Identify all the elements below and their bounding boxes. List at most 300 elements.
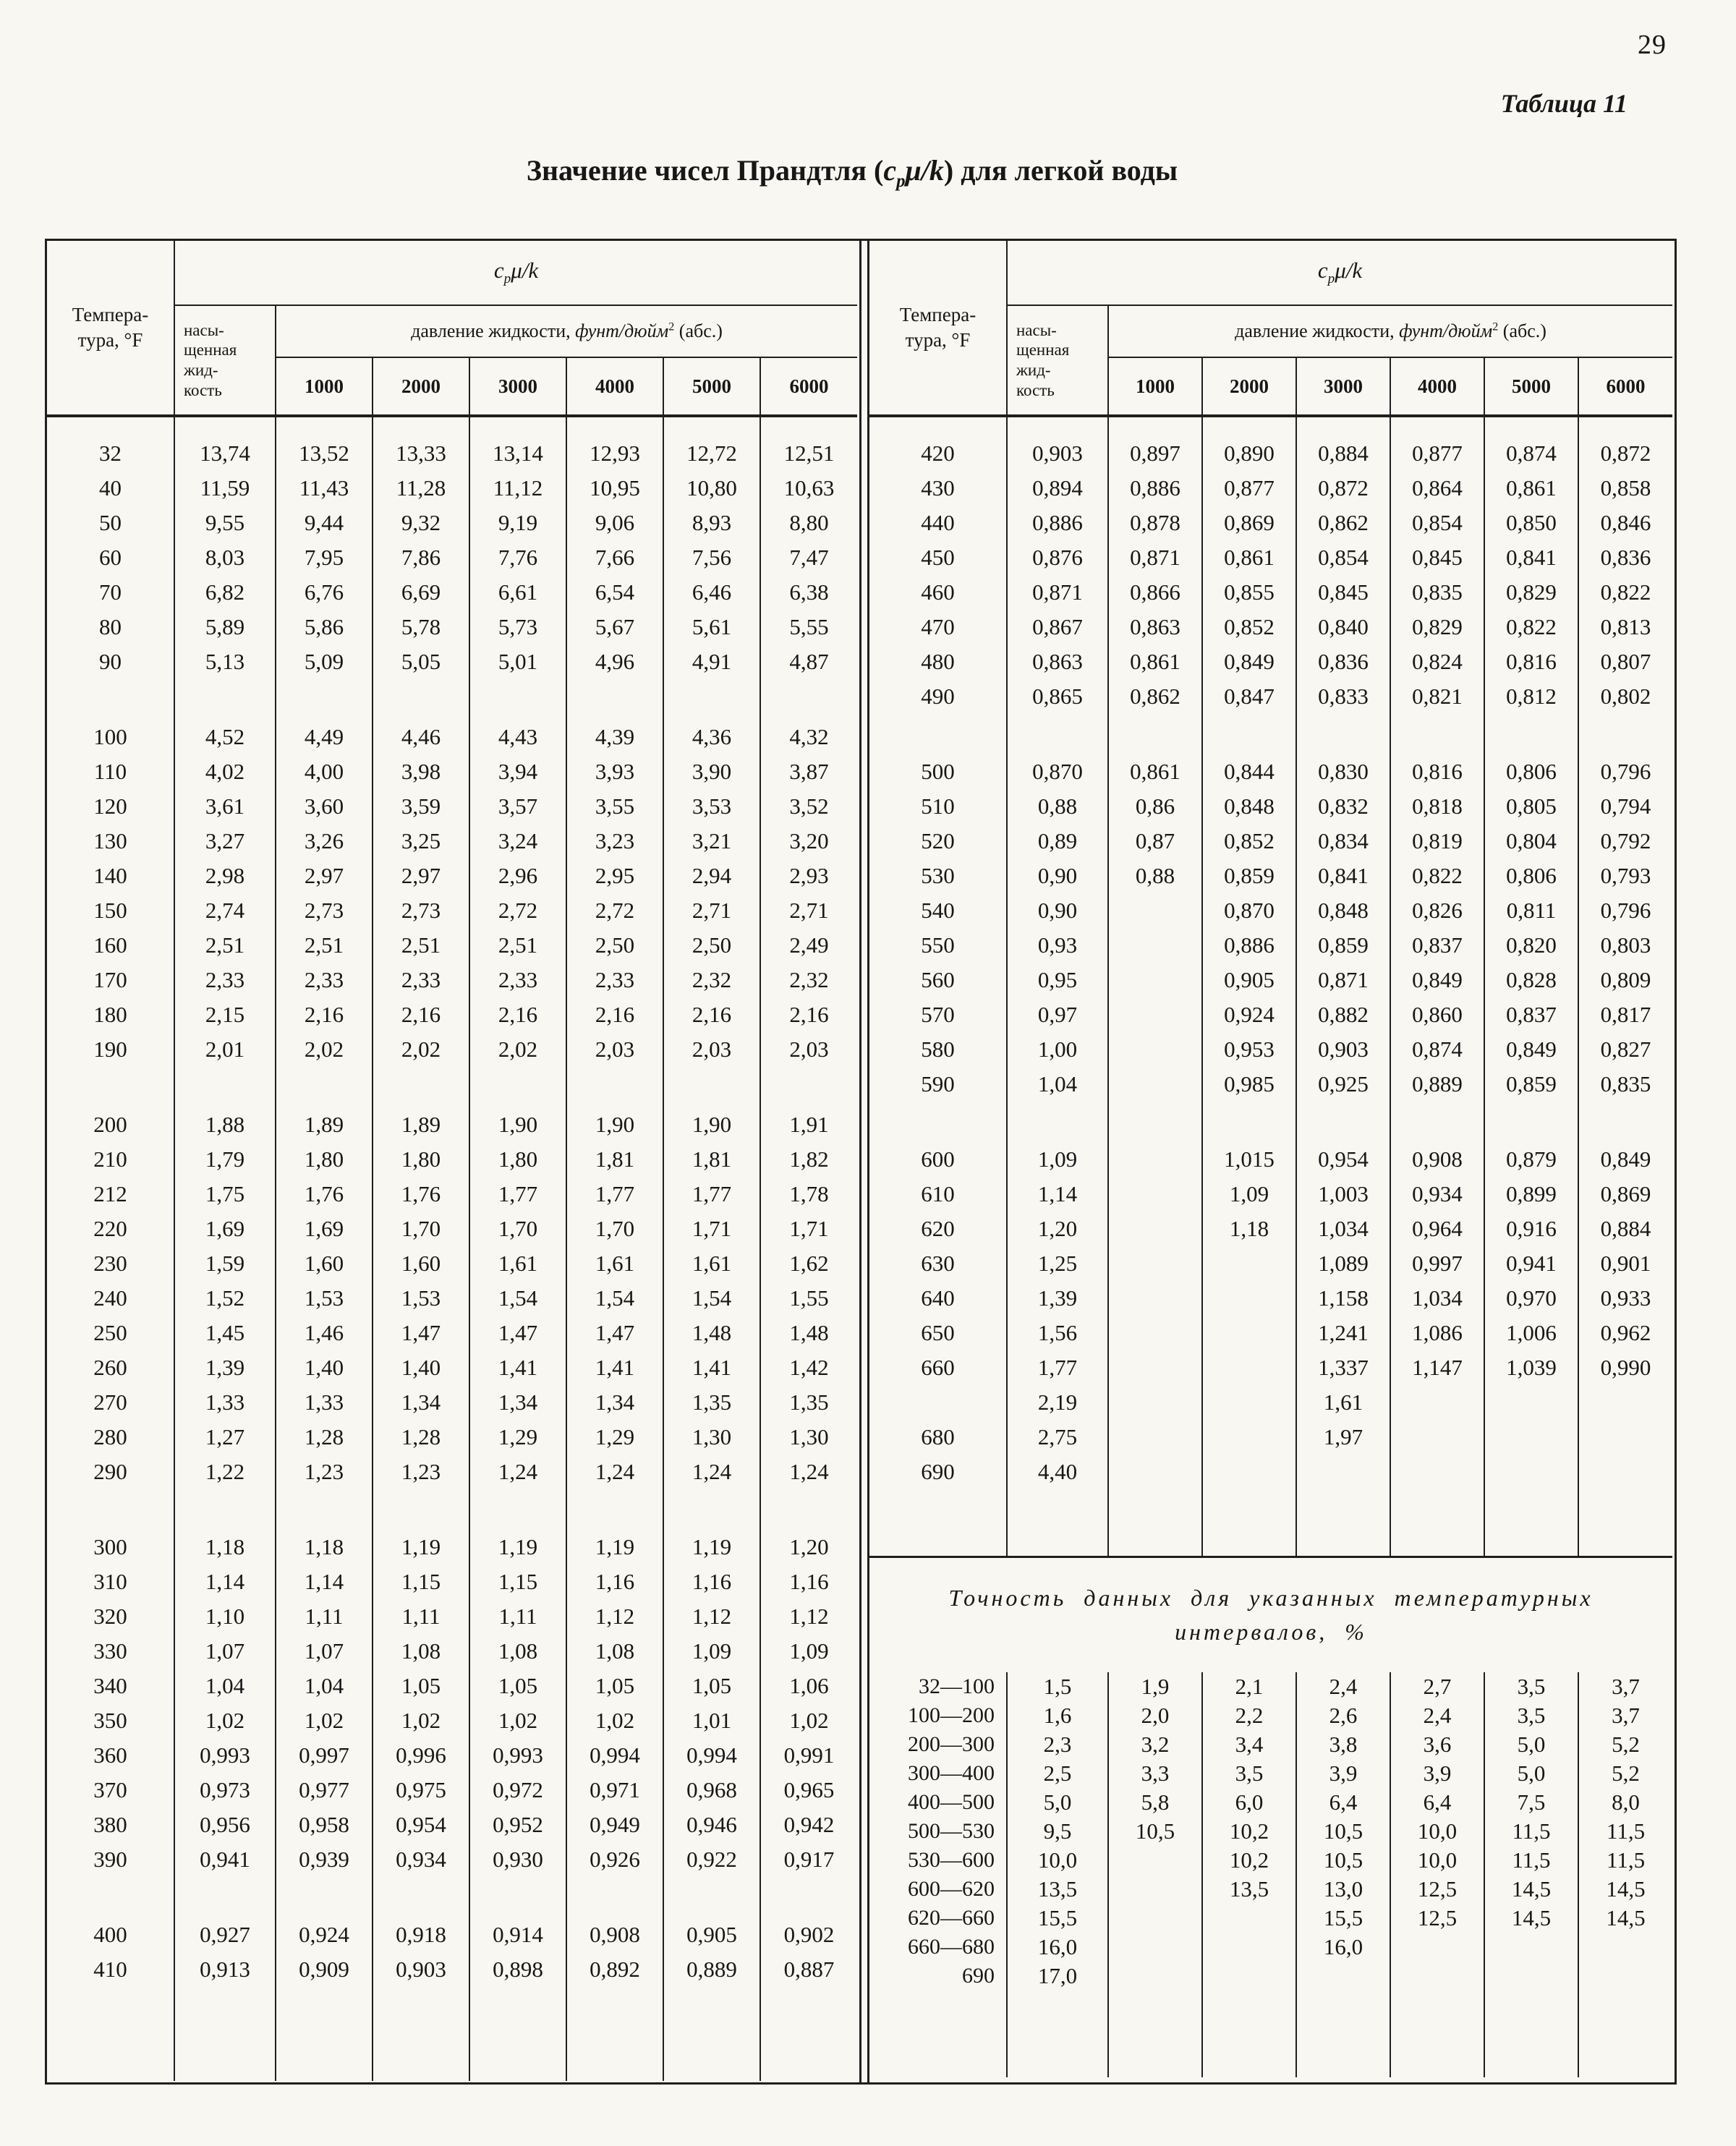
value-cell: 0,863 [1007,644,1108,679]
value-cell: 7,76 [469,540,566,575]
value-cell: 0,858 [1578,471,1672,506]
table-row [47,1350,857,1385]
value-cell [276,1067,373,1107]
value-cell: 1,70 [373,1212,469,1246]
group-spacer-row [47,1489,857,1530]
value-cell: 0,892 [566,1952,663,1987]
row-label-cell: 500—530 [869,1817,1007,1846]
value-cell: 1,18 [1202,1212,1296,1246]
value-cell: 1,02 [566,1703,663,1738]
value-cell: 0,879 [1484,1142,1578,1177]
value-cell [276,416,373,436]
table-row [47,1142,857,1177]
value-cell: 0,874 [1484,436,1578,471]
row-label-cell: 212 [47,1177,174,1212]
value-cell: 4,46 [373,720,469,754]
value-cell: 2,96 [469,859,566,893]
row-label-cell: 32 [47,436,174,471]
value-cell: 3,24 [469,824,566,859]
value-cell: 1,55 [760,1281,857,1316]
value-cell: 0,88 [1007,789,1108,824]
value-cell: 1,14 [1007,1177,1108,1212]
table-row [869,436,1672,471]
row-label-cell: 350 [47,1703,174,1738]
row-label-cell: 640 [869,1281,1007,1316]
value-cell [1108,1102,1202,1142]
value-cell: 4,49 [276,720,373,754]
value-cell [760,1489,857,1530]
value-cell: 0,876 [1007,540,1108,575]
pressure-abs: (абс.) [674,320,723,341]
table-row [869,1067,1672,1102]
value-cell: 4,43 [469,720,566,754]
value-cell: 0,95 [1007,963,1108,997]
value-cell: 0,864 [1390,471,1484,506]
value-cell: 0,993 [174,1738,276,1773]
value-cell: 0,933 [1578,1281,1672,1316]
value-cell [1202,1904,1296,1933]
value-cell: 9,5 [1007,1817,1108,1846]
temp-header-line2: тура, °F [77,329,143,351]
value-cell [1390,1962,1484,1990]
value-cell: 13,5 [1202,1875,1296,1904]
value-cell: 3,8 [1296,1730,1390,1759]
row-label-cell: 560 [869,963,1007,997]
row-label-cell: 600 [869,1142,1007,1177]
accuracy-title-line1: Точность данных для указанных температурных [948,1584,1594,1611]
value-cell: 1,53 [276,1281,373,1316]
value-cell: 0,848 [1296,893,1390,928]
row-label-cell: 80 [47,610,174,644]
value-cell: 0,958 [276,1808,373,1842]
value-cell: 7,5 [1484,1788,1578,1817]
value-cell: 0,806 [1484,754,1578,789]
row-label-cell: 460 [869,575,1007,610]
value-cell: 1,35 [760,1385,857,1420]
value-cell: 1,61 [469,1246,566,1281]
value-cell: 3,27 [174,824,276,859]
sat-line-3: жид- [1016,361,1051,379]
value-cell: 1,16 [663,1564,760,1599]
pressure-6000-header: 6000 [760,357,857,416]
row-label-cell: 530—600 [869,1846,1007,1875]
value-cell: 0,86 [1108,789,1202,824]
row-label-cell: 410 [47,1952,174,1987]
value-cell: 4,87 [760,644,857,679]
row-label-cell: 450 [869,540,1007,575]
value-cell: 2,16 [373,997,469,1032]
value-cell: 3,5 [1202,1759,1296,1788]
value-cell: 0,918 [373,1917,469,1952]
value-cell: 0,821 [1390,679,1484,714]
value-cell: 0,903 [1007,436,1108,471]
table-row [47,1455,857,1489]
row-label-cell: 150 [47,893,174,928]
value-cell: 0,884 [1296,436,1390,471]
pressure-unit: фунт/дюйм [575,320,669,341]
value-cell: 5,05 [373,644,469,679]
value-cell: 2,16 [760,997,857,1032]
pressure-label: давление жидкости, [411,320,576,341]
value-cell: 5,09 [276,644,373,679]
value-cell [1578,1990,1672,2077]
row-label-cell [869,1990,1007,2077]
table-row [47,754,857,789]
value-cell: 1,09 [1202,1177,1296,1212]
cpk-sub: p [503,271,511,287]
value-cell: 0,841 [1484,540,1578,575]
value-cell: 1,45 [174,1316,276,1350]
value-cell: 3,60 [276,789,373,824]
value-cell [1578,1420,1672,1455]
value-cell: 14,5 [1484,1875,1578,1904]
value-cell: 1,11 [469,1599,566,1634]
table-row [47,1316,857,1350]
page-number: 29 [1638,30,1667,60]
row-label-cell: 660—680 [869,1933,1007,1962]
value-cell: 1,69 [174,1212,276,1246]
value-cell: 3,55 [566,789,663,824]
value-cell [1578,1962,1672,1990]
value-cell: 0,816 [1390,754,1484,789]
row-label-cell: 100—200 [869,1701,1007,1730]
pressure-2000-header: 2000 [1202,357,1296,416]
value-cell: 1,35 [663,1385,760,1420]
value-cell: 0,816 [1484,644,1578,679]
value-cell: 5,67 [566,610,663,644]
value-cell: 0,869 [1202,506,1296,540]
value-cell: 1,62 [760,1246,857,1281]
value-cell: 3,25 [373,824,469,859]
value-cell: 1,02 [373,1703,469,1738]
value-cell: 11,12 [469,471,566,506]
row-label-cell: 160 [47,928,174,963]
value-cell [566,1489,663,1530]
pressure-5000-header: 5000 [663,357,760,416]
row-label-cell: 490 [869,679,1007,714]
row-label-cell [47,1877,174,1917]
value-cell: 0,934 [373,1842,469,1877]
table-row [47,1808,857,1842]
value-cell: 0,845 [1296,575,1390,610]
value-cell: 1,71 [760,1212,857,1246]
value-cell: 0,902 [760,1917,857,1952]
group-spacer-row [47,1877,857,1917]
value-cell [469,1987,566,2081]
value-cell: 1,61 [566,1246,663,1281]
value-cell: 12,5 [1390,1904,1484,1933]
row-label-cell: 420 [869,436,1007,471]
value-cell: 0,924 [1202,997,1296,1032]
row-label-cell: 210 [47,1142,174,1177]
row-label-cell: 40 [47,471,174,506]
value-cell: 1,08 [469,1634,566,1669]
cpk-c: c [1317,257,1328,284]
value-cell: 0,89 [1007,824,1108,859]
row-label-cell: 590 [869,1067,1007,1102]
value-cell: 5,0 [1484,1730,1578,1759]
value-cell [174,1987,276,2081]
value-cell: 10,0 [1390,1817,1484,1846]
value-cell: 1,29 [566,1420,663,1455]
title-text-pre: Значение чисел Прандтля ( [526,154,884,187]
value-cell: 1,80 [373,1142,469,1177]
value-cell: 1,82 [760,1142,857,1177]
value-cell: 1,04 [174,1669,276,1703]
value-cell [1484,1385,1578,1420]
value-cell: 1,003 [1296,1177,1390,1212]
value-cell [1108,1962,1202,1990]
value-cell: 1,53 [373,1281,469,1316]
pressure-3000-header: 3000 [469,357,566,416]
value-cell: 14,5 [1578,1904,1672,1933]
value-cell [566,1877,663,1917]
value-cell [1202,1102,1296,1142]
value-cell [373,1877,469,1917]
value-cell [1296,1102,1390,1142]
value-cell: 1,78 [760,1177,857,1212]
row-label-cell: 360 [47,1738,174,1773]
value-cell: 0,829 [1484,575,1578,610]
value-cell: 1,88 [174,1107,276,1142]
row-label-cell: 200—300 [869,1730,1007,1759]
accuracy-table-body [869,1672,1672,2077]
value-cell: 1,76 [373,1177,469,1212]
value-cell: 1,41 [663,1350,760,1385]
value-cell: 1,158 [1296,1281,1390,1316]
value-cell: 5,2 [1578,1730,1672,1759]
left-table-header [47,241,857,416]
value-cell: 5,86 [276,610,373,644]
table-row [47,789,857,824]
value-cell: 1,15 [469,1564,566,1599]
row-label-cell: 190 [47,1032,174,1067]
value-cell: 6,4 [1296,1788,1390,1817]
value-cell: 2,93 [760,859,857,893]
value-cell: 1,60 [373,1246,469,1281]
value-cell [663,1987,760,2081]
row-label-cell: 600—620 [869,1875,1007,1904]
sat-line-2: щенная [1016,341,1070,359]
value-cell: 2,97 [276,859,373,893]
value-cell: 2,1 [1202,1672,1296,1701]
value-cell: 0,941 [174,1842,276,1877]
value-cell: 0,854 [1296,540,1390,575]
table-row [869,1933,1672,1962]
value-cell: 3,90 [663,754,760,789]
cpk-sub: p [1327,271,1335,287]
value-cell: 3,3 [1108,1759,1202,1788]
page-title [0,153,1704,192]
sat-line-3: жид- [184,361,218,379]
value-cell: 3,61 [174,789,276,824]
value-cell [1390,1933,1484,1962]
value-cell: 0,802 [1578,679,1672,714]
value-cell: 0,975 [373,1773,469,1808]
title-var-c: c [883,154,897,187]
value-cell: 3,9 [1390,1759,1484,1788]
table-row [47,963,857,997]
value-cell: 1,02 [760,1703,857,1738]
value-cell: 0,811 [1484,893,1578,928]
value-cell: 0,822 [1390,859,1484,893]
row-label-cell: 400—500 [869,1788,1007,1817]
value-cell: 1,09 [1007,1142,1108,1177]
value-cell [760,1877,857,1917]
value-cell: 2,16 [469,997,566,1032]
value-cell: 0,965 [760,1773,857,1808]
title-text-post: ) для легкой воды [943,154,1178,187]
value-cell: 0,792 [1578,824,1672,859]
row-label-cell: 310 [47,1564,174,1599]
value-cell: 0,894 [1007,471,1108,506]
value-cell [1108,963,1202,997]
value-cell: 1,54 [469,1281,566,1316]
value-cell: 4,96 [566,644,663,679]
value-cell: 0,848 [1202,789,1296,824]
value-cell [1202,1990,1296,2077]
value-cell: 0,871 [1007,575,1108,610]
value-cell: 1,02 [174,1703,276,1738]
value-cell [373,1489,469,1530]
table-row [869,1281,1672,1316]
pressure-5000-header: 5000 [1484,357,1578,416]
value-cell: 6,0 [1202,1788,1296,1817]
value-cell [1390,416,1484,436]
value-cell: 1,22 [174,1455,276,1489]
row-label-cell [869,714,1007,754]
value-cell: 0,90 [1007,859,1108,893]
value-cell: 3,9 [1296,1759,1390,1788]
value-cell: 0,941 [1484,1246,1578,1281]
value-cell: 1,52 [174,1281,276,1316]
pressure-unit-sup: 2 [1492,320,1499,333]
value-cell: 1,54 [663,1281,760,1316]
pressure-1000-header: 1000 [1108,357,1202,416]
value-cell: 0,877 [1202,471,1296,506]
value-cell: 5,0 [1484,1759,1578,1788]
row-label-cell [869,1489,1007,1557]
value-cell: 1,14 [174,1564,276,1599]
value-cell: 0,860 [1390,997,1484,1032]
pressure-6000-header: 6000 [1578,357,1672,416]
value-cell [663,1489,760,1530]
value-cell: 0,946 [663,1808,760,1842]
value-cell: 0,865 [1007,679,1108,714]
value-cell [1007,1102,1108,1142]
value-cell: 0,832 [1296,789,1390,824]
value-cell: 2,33 [174,963,276,997]
value-cell: 2,73 [373,893,469,928]
value-cell: 13,33 [373,436,469,471]
value-cell: 1,54 [566,1281,663,1316]
value-cell: 1,05 [373,1669,469,1703]
value-cell: 0,805 [1484,789,1578,824]
value-cell: 0,905 [663,1917,760,1952]
value-cell: 10,95 [566,471,663,506]
value-cell: 1,20 [760,1530,857,1564]
table-row [869,1177,1672,1212]
value-cell: 10,5 [1108,1817,1202,1846]
sat-line-4: кость [1016,380,1055,399]
value-cell [760,1067,857,1107]
value-cell: 12,93 [566,436,663,471]
value-cell: 8,03 [174,540,276,575]
value-cell: 15,5 [1007,1904,1108,1933]
value-cell [469,1877,566,1917]
value-cell [1108,893,1202,928]
value-cell: 0,803 [1578,928,1672,963]
value-cell: 1,00 [1007,1032,1108,1067]
table-row [47,1634,857,1669]
value-cell: 0,820 [1484,928,1578,963]
right-table-body [869,416,1672,1557]
value-cell: 1,034 [1390,1281,1484,1316]
accuracy-title-block [869,1558,1672,1672]
value-cell: 0,861 [1108,644,1202,679]
value-cell [1007,1990,1108,2077]
row-label-cell: 140 [47,859,174,893]
value-cell: 5,89 [174,610,276,644]
value-cell [1108,1177,1202,1212]
value-cell: 0,917 [760,1842,857,1877]
value-cell: 1,71 [663,1212,760,1246]
value-cell: 1,77 [1007,1350,1108,1385]
value-cell [1202,1281,1296,1316]
value-cell: 1,69 [276,1212,373,1246]
value-cell: 4,40 [1007,1455,1108,1489]
row-label-cell: 260 [47,1350,174,1385]
value-cell: 0,862 [1296,506,1390,540]
value-cell: 5,78 [373,610,469,644]
row-label-cell [47,1987,174,2081]
value-cell [1578,1385,1672,1420]
row-label-cell: 430 [869,471,1007,506]
value-cell [1108,416,1202,436]
value-cell [174,1489,276,1530]
table-row [869,963,1672,997]
value-cell: 0,968 [663,1773,760,1808]
value-cell: 1,04 [1007,1067,1108,1102]
value-cell: 2,50 [663,928,760,963]
value-cell: 9,19 [469,506,566,540]
value-cell: 0,869 [1578,1177,1672,1212]
value-cell [1108,1032,1202,1067]
row-label-cell: 690 [869,1455,1007,1489]
value-cell: 0,939 [276,1842,373,1877]
value-cell: 0,898 [469,1952,566,1987]
value-cell: 1,24 [760,1455,857,1489]
table-row [869,859,1672,893]
value-cell [1007,714,1108,754]
table-row [869,506,1672,540]
pressure-abs: (абс.) [1498,320,1546,341]
value-cell: 0,964 [1390,1212,1484,1246]
title-var-rest: μ/k [905,154,944,187]
value-cell [1108,1246,1202,1281]
row-label-cell: 470 [869,610,1007,644]
value-cell: 0,849 [1578,1142,1672,1177]
value-cell [566,1067,663,1107]
value-cell [373,1067,469,1107]
value-cell: 10,63 [760,471,857,506]
pad-row [869,416,1672,436]
value-cell: 1,79 [174,1142,276,1177]
value-cell: 2,2 [1202,1701,1296,1730]
value-cell [1202,714,1296,754]
row-label-cell: 110 [47,754,174,789]
table-row [869,1846,1672,1875]
